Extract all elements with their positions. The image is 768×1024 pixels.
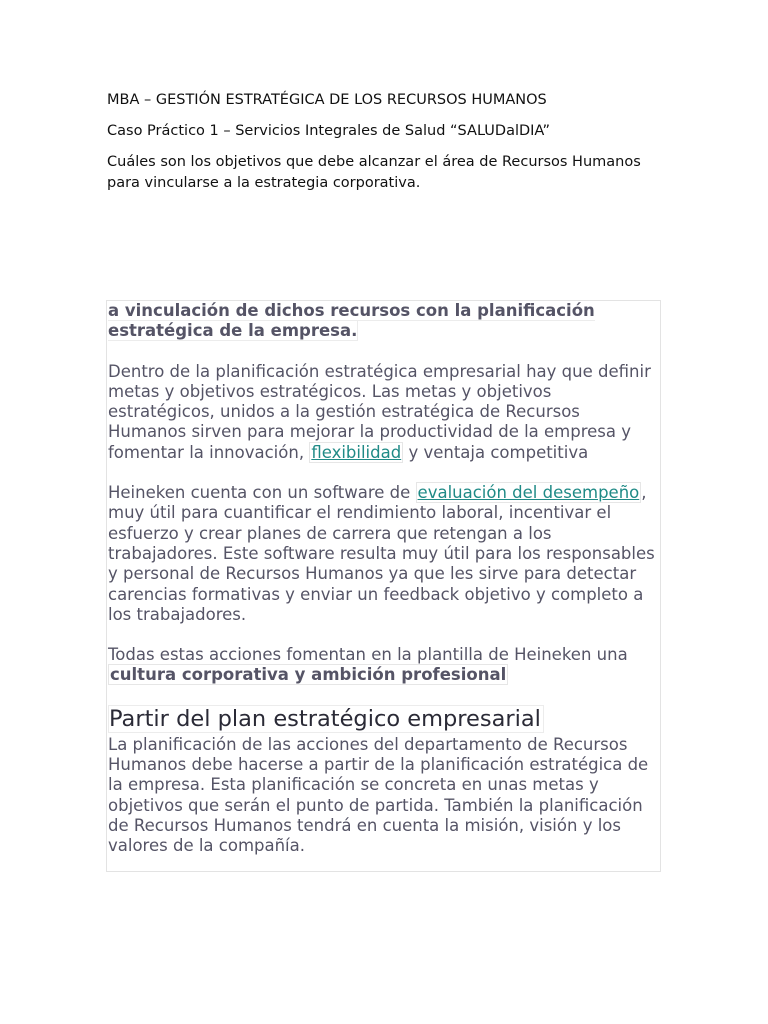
pasted-web-content xyxy=(106,300,661,872)
paragraph-objectives-tail: y ventaja competitiva xyxy=(403,442,589,462)
paragraph-heineken-text: Heineken cuenta con un software de xyxy=(108,483,416,503)
paragraph-heineken-tail: , muy útil para cuantificar el rendimiento laboral, incentivar el esfuerzo y crear planes de carrera que retengan a los trabajadores. Este software resulta muy útil para los responsables y personal de Recursos Humanos ya que les sirve para detectar carencias formativas y enviar un feedback objetivo y completo a los trabajadores. xyxy=(108,483,655,624)
paragraph-heineken-software xyxy=(108,483,660,625)
paragraph-culture-text: Todas estas acciones fomentan en la plantilla de Heineken una xyxy=(108,645,628,665)
lead-bold-sentence xyxy=(108,301,660,342)
paragraph-culture xyxy=(108,645,660,686)
paragraph-planning: La planificación de las acciones del departamento de Recursos Humanos debe hacerse a partir de la planificación estratégica de la empresa. Esta planificación se concreta en unas metas y objetivos que serán el punto de partida. También la planificación de Recursos Humanos tendrá en cuenta la misión, visión y los valores de la compañía. xyxy=(108,734,649,856)
question-text: Cuáles son los objetivos que debe alcanzar el área de Recursos Humanos para vincularse a la estrategia corporativa. xyxy=(107,154,641,191)
case-study-title: Caso Práctico 1 – Servicios Integrales de Salud “SALUDalDIA” xyxy=(107,123,551,139)
section-heading xyxy=(108,706,660,733)
section-heading-text: Partir del plan estratégico empresarial xyxy=(108,705,544,733)
document-title: MBA – GESTIÓN ESTRATÉGICA DE LOS RECURSOS HUMANOS xyxy=(107,92,547,108)
lead-text: a vinculación de dichos recursos con la planificación estratégica de la empresa. xyxy=(108,301,595,341)
corporate-culture-bold: cultura corporativa y ambición profesional xyxy=(110,665,507,685)
paragraph-objectives xyxy=(108,362,660,463)
paragraph-objectives-text: Dentro de la planificación estratégica empresarial hay que definir metas y objetivos estratégicos. Las metas y objetivos estratégicos, unidos a la gestión estratégica de Recursos Humanos sirven para mejorar la productividad de la empresa y fomentar la innovación, xyxy=(108,361,651,462)
performance-evaluation-link[interactable]: evaluación del desempeño xyxy=(417,483,640,503)
flexibility-link[interactable]: flexibilidad xyxy=(311,442,402,462)
